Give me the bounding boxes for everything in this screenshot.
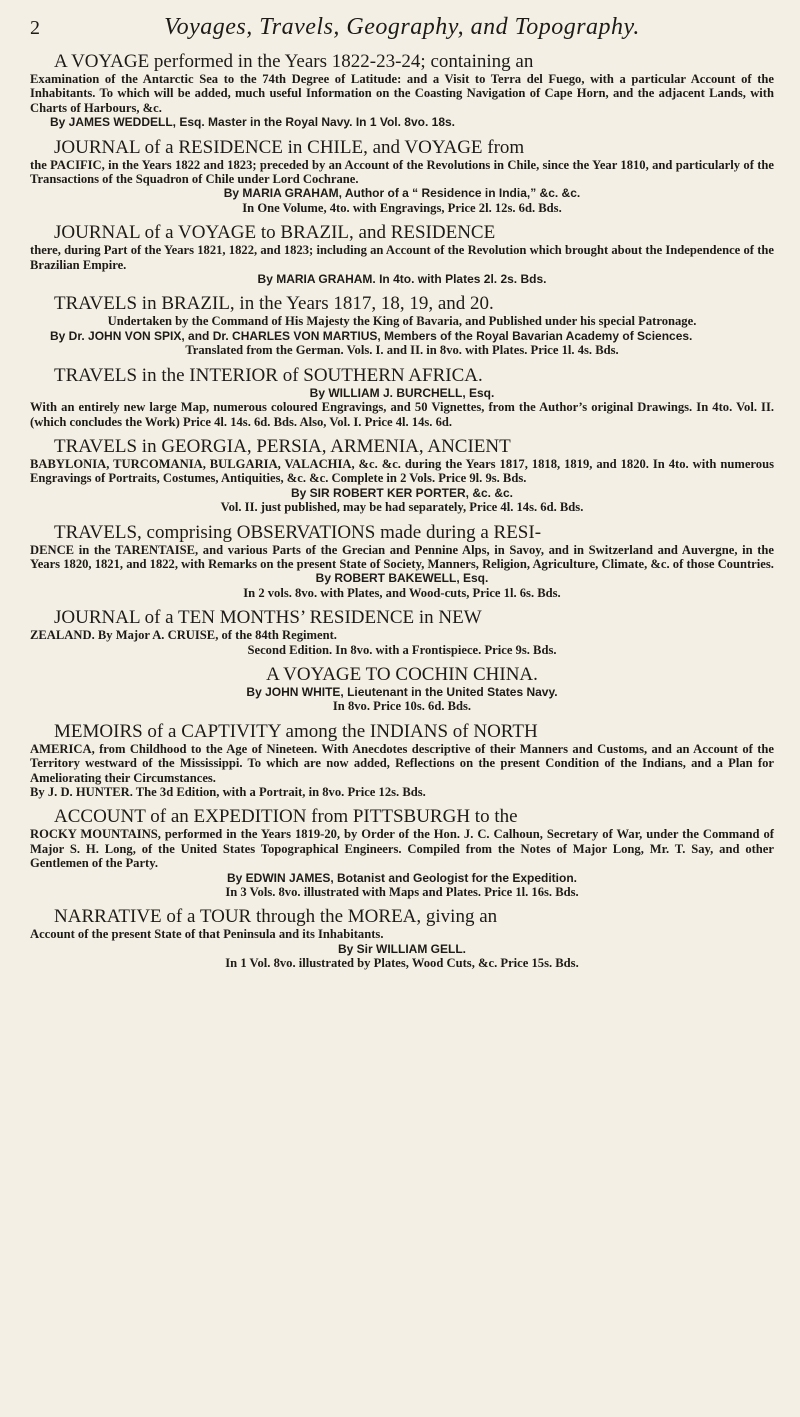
entry-title: NARRATIVE of a TOUR through the MOREA, giving an [54,906,498,928]
entry-description: Undertaken by the Command of His Majesty the King of Bavaria, and Published under his special Patronage. [107,314,697,329]
entry-description: the PACIFIC, in the Years 1822 and 1823; preceded by an Account of the Revolutions in Chile, since the Year 1810, and particularly of the Transactions of the Squadron of Chile under Lord Cochrane. [30,157,774,187]
entry-description: DENCE in the TARENTAISE, and various Parts of the Grecian and Pennine Alps, in Savoy, and in Switzerland and Auvergne, in the Years 1820, 1821, and 1822, with Remarks on the present State of Society, Manners, Religion, Agriculture, Climate, &c. of those Countries. [30,542,774,571]
entry-chile-journal [30,137,774,216]
entry-price: Second Edition. In 8vo. with a Frontispiece. Price 9s. Bds. [247,642,557,657]
entry-morea-tour [30,906,774,970]
entry-price: In 1 Vol. 8vo. illustrated by Plates, Wood Cuts, &c. Price 15s. Bds. [225,956,579,971]
entry-title: A VOYAGE performed in the Years 1822-23-24; containing an [54,51,534,72]
entry-new-zealand [30,607,774,657]
entry-brazil-journal [30,222,774,286]
entry-indian-captivity [30,721,774,800]
entry-author: By ROBERT BAKEWELL, Esq. [315,571,489,586]
entry-title: JOURNAL of a TEN MONTHS’ RESIDENCE in NEW [54,607,482,629]
entry-price: In 8vo. Price 10s. 6d. Bds. [332,699,472,714]
entry-price: In 3 Vols. 8vo. illustrated with Maps and Plates. Price 1l. 16s. Bds. [225,885,579,900]
entry-title: JOURNAL of a VOYAGE to BRAZIL, and RESIDENCE [54,222,496,244]
entry-price: In 2 vols. 8vo. with Plates, and Wood-cuts, Price 1l. 6s. Bds. [243,585,561,600]
entry-title: TRAVELS in GEORGIA, PERSIA, ARMENIA, ANCIENT [54,435,511,457]
running-title: Voyages, Travels, Geography, and Topography. [164,14,640,40]
entry-title: A VOYAGE TO COCHIN CHINA. [266,663,538,685]
entry-description: Examination of the Antarctic Sea to the 74th Degree of Latitude: and a Visit to Terra del Fuego, with a particular Account of the Inhabitants. To which will be added, much useful Information on the Coasting Navigation of Cape Horn, and the adjacent Lands, with Charts of Harbours, &c. [30,72,774,115]
entry-tarentaise-observations [30,522,774,601]
entry-title: MEMOIRS of a CAPTIVITY among the INDIANS of NORTH [54,720,538,742]
entry-title: TRAVELS in BRAZIL, in the Years 1817, 18, 19, and 20. [54,293,494,315]
entry-author: By Sir WILLIAM GELL. [338,941,466,956]
entry-author: By MARIA GRAHAM. In 4to. with Plates 2l. 2s. Bds. [257,272,547,287]
entry-title: TRAVELS in the INTERIOR of SOUTHERN AFRICA. [54,364,483,386]
entry-georgia-persia [30,436,774,515]
entry-price: Vol. II. just published, may be had separately, Price 4l. 14s. 6d. Bds. [220,500,584,515]
entry-price: By J. D. HUNTER. The 3d Edition, with a Portrait, in 8vo. Price 12s. Bds. [30,785,426,799]
entry-description: there, during Part of the Years 1821, 1822, and 1823; including an Account of the Revolution which brought about the Independence of the Brazilian Empire. [30,243,774,272]
entry-author: By WILLIAM J. BURCHELL, Esq. [309,385,495,400]
page-number: 2 [30,17,40,39]
entry-title: JOURNAL of a RESIDENCE in CHILE, and VOYAGE from [54,136,525,158]
entry-southern-africa [30,365,774,429]
entry-author: By JOHN WHITE, Lieutenant in the United States Navy. [246,684,558,699]
entry-description: ROCKY MOUNTAINS, performed in the Years 1819-20, by Order of the Hon. J. C. Calhoun, Secretary of War, under the Command of Major S. H. Long, of the United States Topographical Engineers. Compiled from the Notes of Major Long, Mr. T. Say, and other Gentlemen of the Party. [30,827,774,871]
entry-author: By EDWIN JAMES, Botanist and Geologist for the Expedition. [226,870,578,885]
entry-description: With an entirely new large Map, numerous coloured Engravings, and 50 Vignettes, from the Author’s original Drawings. In 4to. Vol. II. (which concludes the Work) Price 4l. 14s. 6d. Bds. Also, Vol. I. Price 4l. 14s. 6d. [30,400,774,429]
entry-weddell-voyage [30,51,774,130]
entry-price: Translated from the German. Vols. I. and II. in 8vo. with Plates. Price 1l. 4s. Bds. [185,343,619,358]
entry-author: By MARIA GRAHAM, Author of a “ Residence in India,” &c. &c. [223,186,581,201]
running-head [30,14,774,41]
entry-description: Account of the present State of that Peninsula and its Inhabitants. [30,927,384,942]
entry-title: ACCOUNT of an EXPEDITION from PITTSBURGH to the [54,806,518,828]
entry-title: TRAVELS, comprising OBSERVATIONS made during a RESI- [54,521,542,543]
entry-description: AMERICA, from Childhood to the Age of Nineteen. With Anecdotes descriptive of their Manners and Customs, and an Account of the Territory westward of the Mississippi. To which are now added, Reflections on the present Condition of the Indians, and a Plan for Ameliorating their Circumstances. [30,741,774,785]
entry-author: By Dr. JOHN VON SPIX, and Dr. CHARLES VON MARTIUS, Members of the Royal Bavarian Academy of Sciences. [50,328,693,343]
entry-author: By SIR ROBERT KER PORTER, &c. &c. [290,485,514,500]
entry-cochin-china [30,664,774,714]
entry-author: By JAMES WEDDELL, Esq. Master in the Royal Navy. In 1 Vol. 8vo. 18s. [50,115,455,130]
entry-description: BABYLONIA, TURCOMANIA, BULGARIA, VALACHIA, &c. &c. during the Years 1817, 1818, 1819, and 1820. In 4to. with numerous Engravings of Portraits, Costumes, Antiquities, &c. &c. Complete in 2 Vols. Price 9l. 9s. Bds. [30,456,774,486]
entry-price: In One Volume, 4to. with Engravings, Price 2l. 12s. 6d. Bds. [242,200,562,215]
entry-description: ZEALAND. By Major A. CRUISE, of the 84th Regiment. [30,628,337,643]
entry-pittsburgh-expedition [30,806,774,899]
entry-brazil-travels [30,293,774,357]
